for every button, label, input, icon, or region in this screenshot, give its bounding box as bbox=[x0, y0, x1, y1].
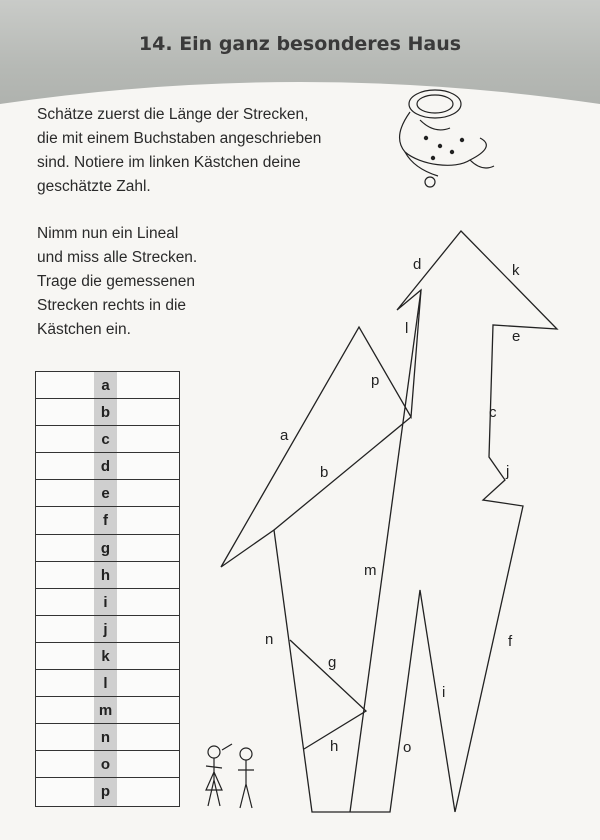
instruction-line: Kästchen ein. bbox=[37, 321, 131, 338]
segment-letter: b bbox=[94, 399, 117, 425]
segment-letter: l bbox=[94, 670, 117, 696]
label-k: k bbox=[512, 262, 520, 279]
segment-letter: d bbox=[94, 453, 117, 479]
segment-m bbox=[350, 290, 421, 812]
label-g: g bbox=[328, 654, 337, 671]
label-m: m bbox=[364, 562, 377, 579]
label-e: e bbox=[512, 328, 521, 345]
label-n: n bbox=[265, 631, 274, 648]
instruction-line: Nimm nun ein Lineal bbox=[37, 225, 179, 242]
instruction-line: Schätze zuerst die Länge der Strecken, bbox=[37, 106, 309, 123]
label-l: l bbox=[405, 320, 409, 337]
label-h: h bbox=[330, 738, 339, 755]
children-illustration bbox=[206, 744, 254, 808]
label-a: a bbox=[280, 427, 289, 444]
label-p: p bbox=[371, 372, 380, 389]
segment-letter: a bbox=[94, 372, 117, 398]
segment-letter: g bbox=[94, 535, 117, 561]
segment-letter: j bbox=[94, 616, 117, 642]
cheetah-illustration bbox=[400, 90, 494, 187]
segment-letter: c bbox=[94, 426, 117, 452]
segment-letter: i bbox=[94, 589, 117, 615]
segment-letter: e bbox=[94, 480, 117, 506]
segment-letter: h bbox=[94, 562, 117, 588]
label-i: i bbox=[442, 684, 446, 701]
segment-letter: k bbox=[94, 643, 117, 669]
instruction-line: sind. Notiere im linken Kästchen deine bbox=[37, 154, 301, 171]
instruction-line: und miss alle Strecken. bbox=[37, 249, 198, 266]
label-b: b bbox=[320, 464, 329, 481]
instruction-line: die mit einem Buchstaben angeschrieben bbox=[37, 130, 322, 147]
label-j: j bbox=[506, 463, 510, 480]
label-c: c bbox=[489, 404, 497, 421]
segment-letter: p bbox=[94, 778, 117, 805]
label-o: o bbox=[403, 739, 412, 756]
instruction-line: Trage die gemessenen bbox=[37, 273, 195, 290]
segment-letter: m bbox=[94, 697, 117, 723]
instruction-line: Strecken rechts in die bbox=[37, 297, 187, 314]
segment-letter: f bbox=[94, 507, 117, 533]
label-d: d bbox=[413, 256, 422, 273]
segment-letter: o bbox=[94, 751, 117, 777]
page-title: 14. Ein ganz besonderes Haus bbox=[138, 33, 462, 55]
segment-letter: n bbox=[94, 724, 117, 750]
label-f: f bbox=[508, 633, 513, 650]
instruction-line: geschätzte Zahl. bbox=[37, 178, 151, 195]
